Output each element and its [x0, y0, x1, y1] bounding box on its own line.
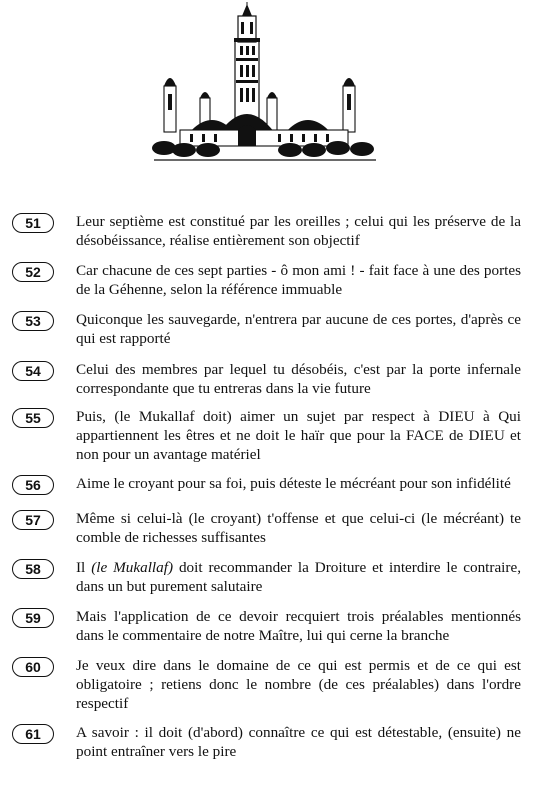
verse-number-badge: 57 [12, 510, 54, 530]
verse-text: Quiconque les sauvegarde, n'entrera par aucune de ces portes, d'après ce qui est rapporté [76, 311, 521, 347]
verse-text: Car chacune de ces sept parties - ô mon ami ! - fait face à une des portes de la Géhenne, selon la référence immuable [76, 262, 521, 298]
verse-text: Je veux dire dans le domaine de ce qui est permis et de ce qui est obligatoire ; retiens donc le nombre (de ces préalables) dans l'ordre respectif [76, 657, 521, 712]
verse-text: Puis, (le Mukallaf doit) aimer un sujet par respect à DIEU à Qui appartiennent les êtres et ne doit le haïr que pour la FACE de DIEU et non pour un avantage matériel [76, 408, 521, 463]
verse-number-badge: 59 [12, 608, 54, 628]
verse-text-emphasis: (le Mukallaf) [91, 559, 174, 576]
verse-text [76, 558, 521, 596]
verse-number-badge: 52 [12, 262, 54, 282]
verse-number-badge: 58 [12, 559, 54, 579]
verse-text-prefix: Il [76, 559, 92, 576]
verse-text: Aime le croyant pour sa foi, puis déteste le mécréant pour son infidélité [76, 475, 511, 492]
verse-text: Même si celui-là (le croyant) t'offense et que celui-ci (le mécréant) te comble de richesses suffisantes [76, 510, 521, 546]
verse-text: Leur septième est constitué par les oreilles ; celui qui les préserve de la désobéissance, réalise entièrement son objectif [76, 213, 521, 249]
verse-number-badge: 56 [12, 475, 54, 495]
verse-number-badge: 53 [12, 311, 54, 331]
verse-number-badge: 55 [12, 408, 54, 428]
verse-number-badge: 61 [12, 724, 54, 744]
verse-text: A savoir : il doit (d'abord) connaître ce qui est détestable, (ensuite) ne point entraîner vers le pire [76, 724, 521, 760]
verse-text: Celui des membres par lequel tu désobéis, c'est par la porte infernale correspondante que tu entreras dans la vie future [76, 361, 521, 397]
verse-number-badge: 51 [12, 213, 54, 233]
verse-number-badge: 54 [12, 361, 54, 381]
verse-number-badge: 60 [12, 657, 54, 677]
verse-text: Mais l'application de ce devoir recquiert trois préalables mentionnés dans le commentaire de notre Maître, lui qui cerne la branche [76, 608, 521, 644]
verse-text-rest: doit recommander la Droiture et interdire le contraire, dans un but purement salutaire [76, 559, 521, 595]
